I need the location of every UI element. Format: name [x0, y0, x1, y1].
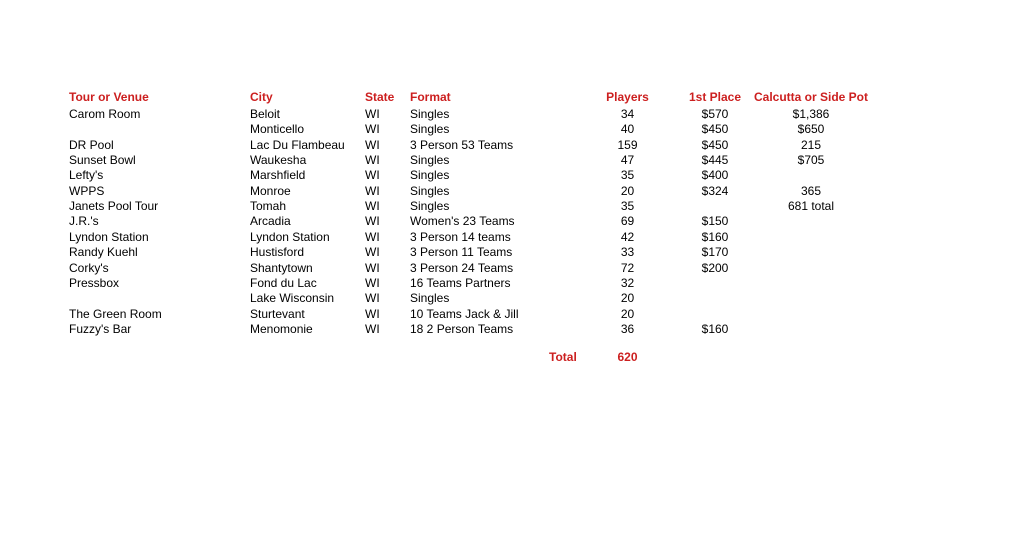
cell-side-pot: 215 [800, 138, 822, 152]
cell-city: Fond du Lac [250, 276, 317, 290]
cell-city: Hustisford [250, 245, 305, 259]
cell-players: 40 [620, 122, 635, 136]
cell-state: WI [365, 276, 380, 290]
table-row [0, 153, 1024, 168]
cell-city: Monticello [250, 122, 305, 136]
table-row [0, 168, 1024, 183]
table-row [0, 307, 1024, 322]
cell-format: 16 Teams Partners [410, 276, 511, 290]
table-row [0, 276, 1024, 291]
cell-format: 3 Person 11 Teams [410, 245, 513, 259]
cell-first-place: $445 [701, 153, 729, 167]
total-label: Total [549, 350, 577, 364]
cell-city: Lake Wisconsin [250, 291, 335, 305]
cell-format: Women's 23 Teams [410, 214, 515, 228]
cell-city: Sturtevant [250, 307, 305, 321]
table-row [0, 122, 1024, 137]
cell-format: 3 Person 14 teams [410, 230, 511, 244]
cell-first-place: $570 [701, 107, 729, 121]
table-row [0, 291, 1024, 306]
cell-venue: The Green Room [69, 307, 162, 321]
cell-players: 20 [620, 307, 635, 321]
cell-first-place: $400 [701, 168, 729, 182]
cell-players: 32 [620, 276, 635, 290]
cell-state: WI [365, 291, 380, 305]
cell-city: Lyndon Station [250, 230, 330, 244]
cell-first-place: $150 [701, 214, 729, 228]
cell-format: Singles [410, 122, 450, 136]
cell-format: 10 Teams Jack & Jill [410, 307, 519, 321]
cell-format: 3 Person 53 Teams [410, 138, 514, 152]
table-row [0, 138, 1024, 153]
cell-format: Singles [410, 199, 450, 213]
cell-state: WI [365, 230, 380, 244]
cell-state: WI [365, 307, 380, 321]
table-row [0, 214, 1024, 229]
cell-format: Singles [410, 107, 450, 121]
cell-side-pot: 365 [800, 184, 822, 198]
total-value: 620 [617, 350, 638, 364]
cell-first-place: $160 [701, 322, 729, 336]
cell-state: WI [365, 107, 380, 121]
cell-venue: DR Pool [69, 138, 114, 152]
cell-players: 42 [620, 230, 635, 244]
cell-venue: Lefty's [69, 168, 104, 182]
cell-first-place: $324 [701, 184, 729, 198]
cell-state: WI [365, 138, 380, 152]
cell-format: Singles [410, 168, 450, 182]
cell-state: WI [365, 214, 380, 228]
cell-venue: Carom Room [69, 107, 141, 121]
table-row [0, 184, 1024, 199]
cell-venue: Lyndon Station [69, 230, 149, 244]
cell-city: Marshfield [250, 168, 306, 182]
cell-state: WI [365, 199, 380, 213]
cell-venue: WPPS [69, 184, 105, 198]
header-first-place: 1st Place [688, 90, 742, 104]
cell-city: Menomonie [250, 322, 313, 336]
cell-players: 72 [620, 261, 635, 275]
cell-players: 69 [620, 214, 635, 228]
table-row [0, 322, 1024, 337]
cell-players: 33 [620, 245, 635, 259]
cell-format: Singles [410, 153, 450, 167]
cell-state: WI [365, 184, 380, 198]
table-row [0, 261, 1024, 276]
cell-players: 34 [620, 107, 635, 121]
cell-venue: Janets Pool Tour [69, 199, 159, 213]
cell-venue: J.R.'s [69, 214, 99, 228]
cell-state: WI [365, 245, 380, 259]
cell-city: Monroe [250, 184, 291, 198]
cell-state: WI [365, 168, 380, 182]
cell-city: Waukesha [250, 153, 307, 167]
cell-first-place: $160 [701, 230, 729, 244]
cell-state: WI [365, 153, 380, 167]
cell-state: WI [365, 261, 380, 275]
cell-state: WI [365, 122, 380, 136]
cell-players: 159 [617, 138, 638, 152]
cell-side-pot: $705 [797, 153, 825, 167]
cell-city: Shantytown [250, 261, 313, 275]
cell-venue: Pressbox [69, 276, 120, 290]
table-row [0, 230, 1024, 245]
cell-venue: Sunset Bowl [69, 153, 136, 167]
cell-players: 47 [620, 153, 635, 167]
header-format: Format [410, 90, 451, 104]
cell-format: Singles [410, 184, 450, 198]
cell-side-pot: $650 [797, 122, 825, 136]
cell-city: Lac Du Flambeau [250, 138, 345, 152]
total-row [0, 350, 1024, 365]
header-players: Players [606, 90, 649, 104]
header-city: City [250, 90, 273, 104]
cell-venue: Fuzzy's Bar [69, 322, 132, 336]
header-state: State [365, 90, 395, 104]
cell-first-place: $200 [701, 261, 729, 275]
cell-first-place: $450 [701, 122, 729, 136]
table-row [0, 107, 1024, 122]
cell-state: WI [365, 322, 380, 336]
cell-players: 35 [620, 168, 635, 182]
cell-city: Arcadia [250, 214, 291, 228]
header-side-pot: Calcutta or Side Pot [753, 90, 869, 104]
cell-format: Singles [410, 291, 450, 305]
cell-players: 36 [620, 322, 635, 336]
cell-players: 20 [620, 184, 635, 198]
cell-format: 18 2 Person Teams [410, 322, 514, 336]
cell-players: 20 [620, 291, 635, 305]
table-row [0, 199, 1024, 214]
cell-side-pot: 681 total [787, 199, 835, 213]
cell-first-place: $170 [701, 245, 729, 259]
cell-side-pot: $1,386 [792, 107, 830, 121]
cell-format: 3 Person 24 Teams [410, 261, 514, 275]
cell-venue: Corky's [69, 261, 109, 275]
cell-city: Beloit [250, 107, 281, 121]
cell-venue: Randy Kuehl [69, 245, 138, 259]
cell-city: Tomah [250, 199, 287, 213]
cell-first-place: $450 [701, 138, 729, 152]
header-venue: Tour or Venue [69, 90, 149, 104]
table-row [0, 245, 1024, 260]
header-row [0, 90, 1024, 105]
cell-players: 35 [620, 199, 635, 213]
